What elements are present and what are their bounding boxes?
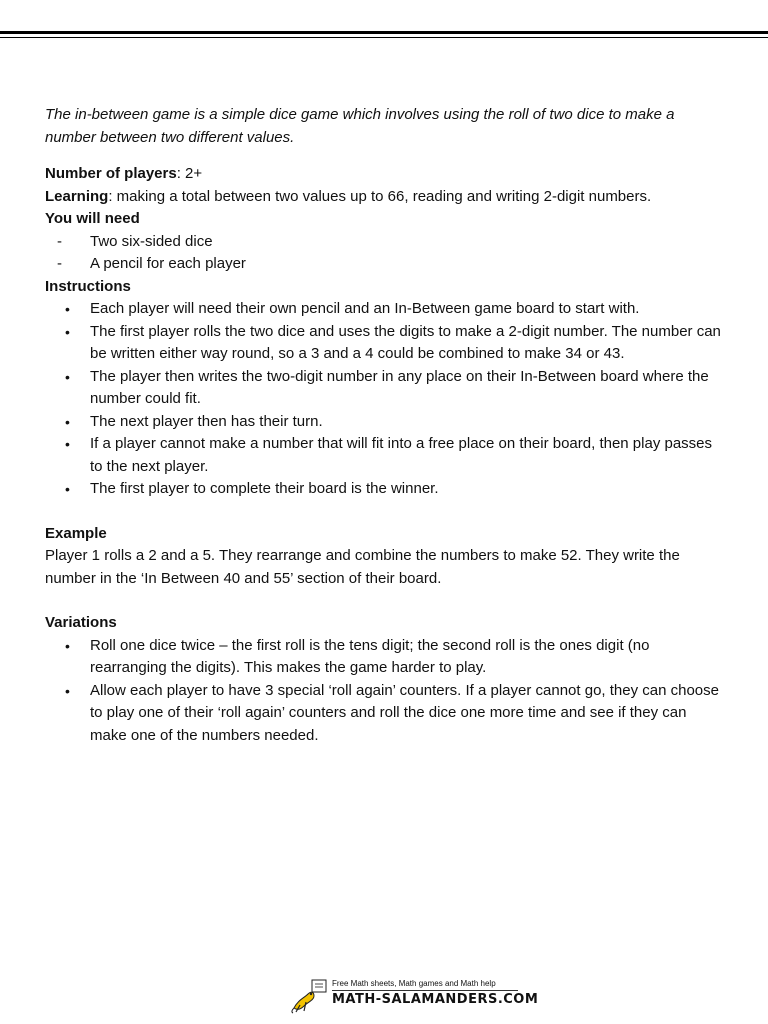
header-rule-thick: [0, 31, 768, 34]
bullet-marker: •: [65, 682, 70, 699]
need-heading: You will need: [45, 210, 140, 227]
salamander-mascot-icon: [290, 978, 330, 1014]
example-text: Player 1 rolls a 2 and a 5. They rearrange and combine the numbers to make 52. They write the number in the ‘In Between 40 and 55’ section of their board.: [45, 547, 680, 587]
header-rule-thin: [0, 37, 768, 38]
bullet-marker: •: [65, 323, 70, 340]
list-item: • The first player rolls the two dice and uses the digits to make a 2-digit number. The number can be written either way round, so a 3 and a 4 could be combined to make 34 or 43.: [65, 322, 721, 362]
spacer: [45, 590, 725, 612]
bullet-marker: •: [65, 481, 70, 497]
learning-label: Learning: [45, 187, 109, 205]
variations-list: [45, 635, 725, 748]
variations-heading: Variations: [45, 614, 117, 631]
footer-divider: [332, 990, 518, 991]
bullet-marker: •: [65, 301, 70, 317]
list-item: • The next player then has their turn.: [45, 411, 725, 434]
bullet-marker: •: [65, 368, 70, 385]
list-item: - Two six-sided dice: [45, 231, 725, 254]
dash-marker: -: [57, 255, 62, 272]
example-heading: Example: [45, 524, 107, 542]
learning-value: : making a total between two values up to 66, reading and writing 2-digit numbers.: [108, 187, 652, 205]
players-value: : 2+: [176, 165, 203, 182]
need-list: [45, 231, 725, 276]
list-item: • The player then writes the two-digit number in any place on their In-Between board where the number could fit.: [65, 367, 709, 407]
list-item: - A pencil for each player: [45, 253, 725, 276]
list-item: • The first player to complete their board is the winner.: [45, 478, 725, 501]
list-item: • Roll one dice twice – the first roll is the tens digit; the second roll is the ones digit (no rearranging the digits). This makes the game harder to play.: [65, 636, 650, 676]
players-line: [45, 163, 725, 186]
list-item: • Allow each player to have 3 special ‘roll again’ counters. If a player cannot go, they can choose to play one of their ‘roll again’ counters and roll the dice one more time and see if they can make one of the numbers needed.: [65, 681, 719, 744]
document-body: [45, 104, 725, 747]
instructions-heading: Instructions: [45, 277, 131, 295]
players-label: Number of players: [45, 165, 177, 182]
footer-brand: MATH-SALAMANDERS.COM: [332, 992, 539, 1007]
footer-tagline: Free Math sheets, Math games and Math help: [332, 979, 496, 988]
instructions-list: [45, 298, 725, 501]
learning-line: [45, 186, 725, 209]
bullet-marker: •: [65, 436, 70, 452]
bullet-marker: •: [65, 637, 70, 654]
list-item: • If a player cannot make a number that will fit into a free place on their board, then play passes to the next player.: [65, 435, 713, 475]
spacer: [45, 501, 725, 523]
list-item: • Each player will need their own pencil and an In-Between game board to start with.: [45, 298, 725, 321]
dash-marker: -: [57, 232, 62, 250]
footer-logo[interactable]: [290, 978, 539, 1014]
intro-text: The in-between game is a simple dice game which involves using the roll of two dice to make a number between two different values.: [45, 106, 675, 146]
bullet-marker: •: [65, 413, 70, 430]
